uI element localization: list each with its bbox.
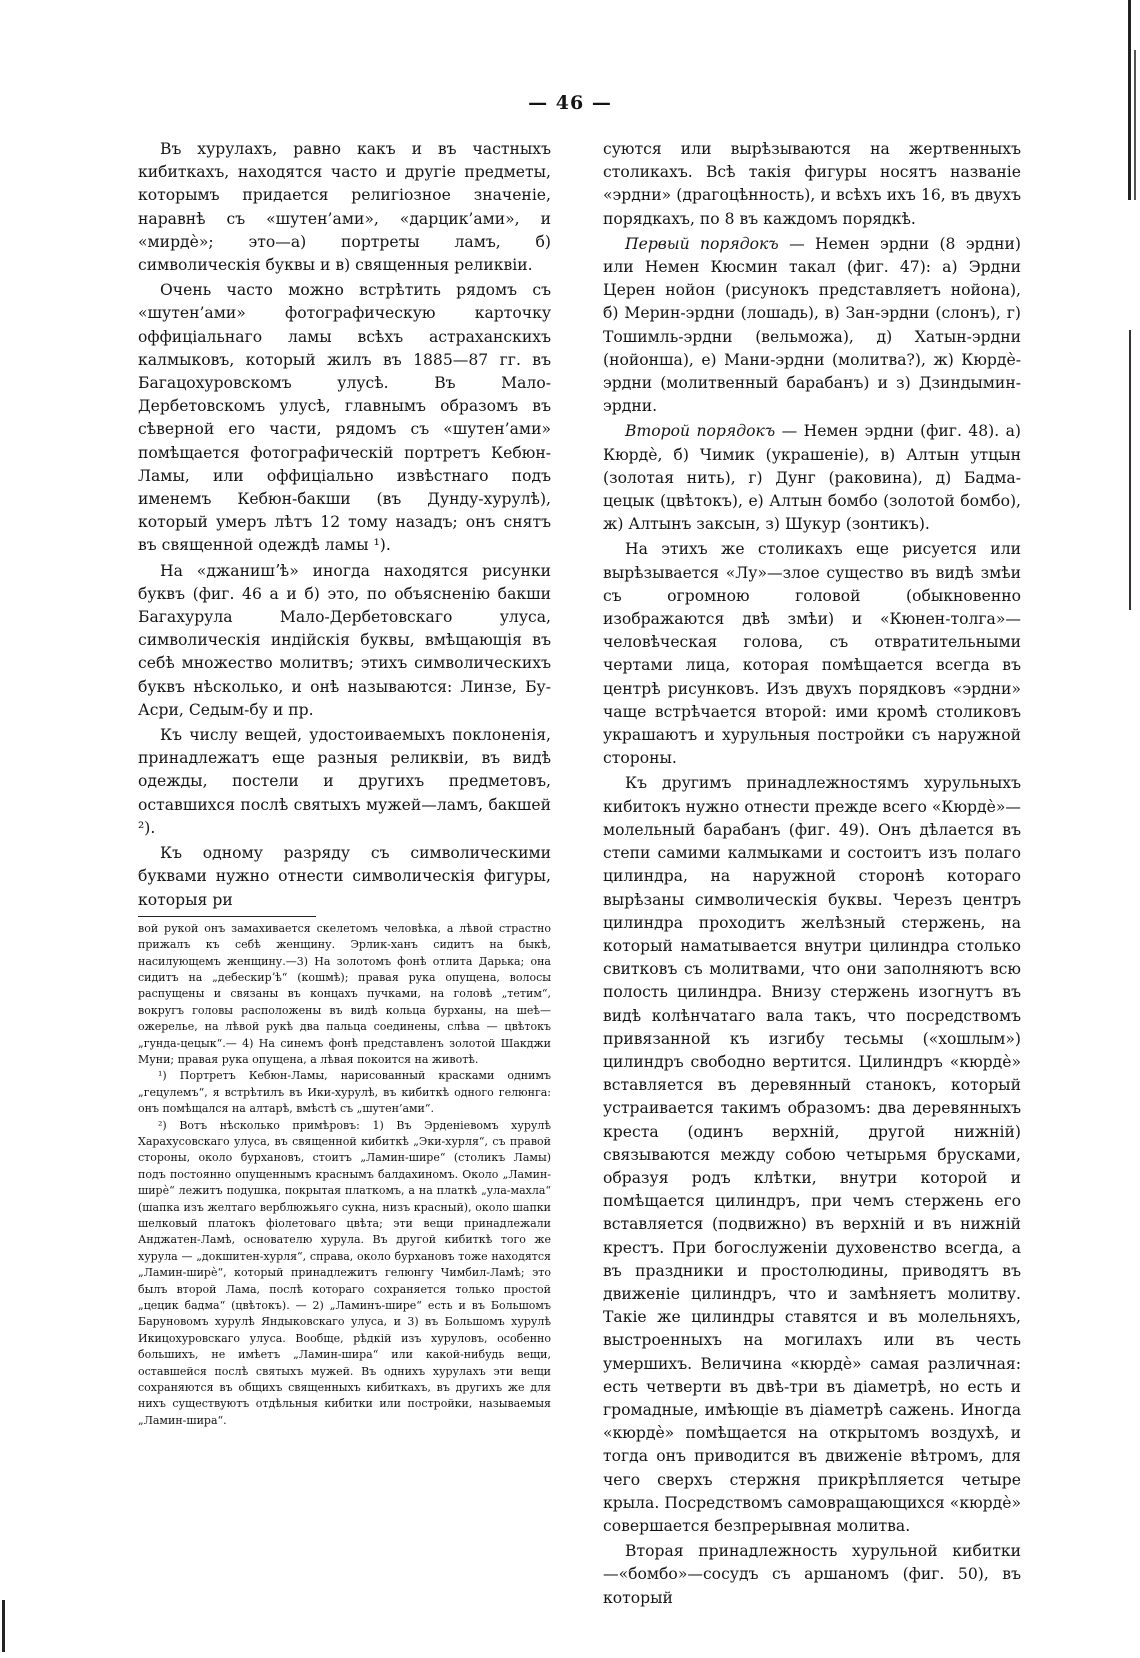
footnote: ²) Вотъ нѣсколько примѣровъ: 1) Въ Эрденіевомъ хурулѣ Харахусовскаго улуса, въ священной кибиткѣ „Эки-хурля“, съ правой стороны, около бурхановъ, стоитъ „Ламин-шире“ (столикъ Ламы) подъ постоянно опущеннымъ краснымъ балдахиномъ. Около „Ламин-ширѐ“ лежитъ подушка, покрытая платкомъ, а на платкѣ „ула-махла“ (шапка изъ желтаго верблюжьяго сукна, низъ красный), около шапки шелковый платокъ фіолетоваго цвѣта; эти вещи принадлежали Анджатен-Ламѣ, основателю хурула. Въ другой кибиткѣ того же хурула — „докшитен-хурля“, справа, около бурхановъ тоже находятся „Ламин-ширѐ“, который принадлежитъ гелюнгу Чимбил-Ламѣ; это былъ второй Лама, послѣ котораго сохраняется только простой „цецик бадма“ (цвѣтокъ). — 2) „Ламинъ-шире“ есть и въ Большомъ Баруновомъ хурулѣ Яндыковскаго улуса, и 3) въ Большомъ хурулѣ Икицохуровскаго улуса. Вообще, рѣдкій изъ хуруловъ, особенно большихъ, не имѣетъ „Ламин-шира“ или какой-нибудь вещи, оставшейся послѣ святыхъ мужей. Въ однихъ хурулахъ эти вещи сохраняются въ общихъ священныхъ кибиткахъ, въ другихъ же для нихъ существуютъ отдѣльныя кибитки или постройки, называемыя „Ламин-шира“.	[138, 1118, 551, 1427]
paragraph: Къ числу вещей, удостоиваемыхъ поклоненія, принадлежатъ еще разныя реликвіи, въ видѣ одежды, постели и другихъ предметовъ, оставшихся послѣ святыхъ мужей—ламъ, бакшей ²).	[138, 726, 551, 837]
paragraph: Къ одному разряду съ символическими буквами нужно отнести символическія фигуры, которыя ри	[138, 844, 551, 909]
scan-edge-mark-inner	[1134, 50, 1136, 200]
footnotes	[138, 921, 551, 1430]
page-number: — 46 —	[528, 92, 612, 114]
paragraph: На «джанишʼѣ» иногда находятся рисунки буквъ (фиг. 46 а и б) это, по объясненію бакши Багахурула Мало-Дербетовскаго улуса, символическія индійскія буквы, вмѣщающія въ себѣ множество молитвъ; этихъ символическихъ буквъ нѣсколько, и онѣ называются: Линзе, Бу-Асри, Седым-бу и пр.	[138, 561, 551, 719]
paragraph: Къ другимъ принадлежностямъ хурульныхъ кибитокъ нужно отнести прежде всего «Кюрдѐ»—молельный барабанъ (фиг. 49). Онъ дѣлается въ степи самими калмыками и состоитъ изъ полаго цилиндра, на наружной сторонѣ котораго вырѣзаны символическія буквы. Черезъ центръ цилиндра проходитъ желѣзный стержень, на который наматывается внутри цилиндра столько свитковъ съ молитвами, что они заполняютъ всю полость цилиндра. Внизу стержень изогнутъ въ видѣ колѣнчатаго вала такъ, что посредствомъ привязанной къ изгибу тесьмы («хошлым») цилиндръ свободно вертится. Цилиндръ «кюрдѐ» вставляется въ деревянный станокъ, который устраивается такимъ образомъ: два деревянныхъ креста (одинъ верхній, другой нижній) связываются между собою четырьмя брусками, образуя родъ клѣтки, внутри которой и помѣщается цилиндръ, при чемъ стержень его вставляется (подвижно) въ верхній и въ нижній крестъ. При богослуженіи духовенство всегда, а въ праздники и простолюдины, приводятъ въ движеніе цилиндръ, что и замѣняетъ молитву. Такіе же цилиндры ставятся и въ молельняхъ, выстроенныхъ на могилахъ или въ честь умершихъ. Величина «кюрдѐ» самая различная: есть четверти въ двѣ-три въ діаметрѣ, но есть и громадные, имѣющіе въ діаметрѣ сажень. Иногда «кюрдѐ» помѣщается на открытомъ воздухѣ, и тогда онъ приводится въ движеніе вѣтромъ, для чего сверхъ стержня прикрѣпляется четыре крыла. Посредствомъ самовращающихся «кюрдѐ» совершается безпрерывная молитва.	[603, 774, 1021, 1535]
paragraph: На этихъ же столикахъ еще рисуется или вырѣзывается «Лу»—злое существо въ видѣ змѣи съ огромною головой (обыкновенно изображаются двѣ змѣи) и «Кюнен-толга»—человѣческая голова, съ отвратительными чертами лица, которая помѣщается всегда въ центрѣ рисунковъ. Изъ двухъ порядковъ «эрдни» чаще встрѣчается второй: ими кромѣ столиковъ украшаютъ и хурульныя постройки съ наружной стороны.	[603, 540, 1021, 768]
paragraph-text: — Немен эрдни (фиг. 48). а) Кюрдѐ, б) Чимик (украшеніе), в) Алтын утцын (золотая нить), г) Дунг (раковина), д) Бадма-цецык (цвѣтокъ), е) Алтын бомбо (золотой бомбо), ж) Алтынъ заксын, з) Шукур (зонтикъ).	[603, 422, 1021, 534]
scan-edge-mark-left	[2, 1600, 5, 1652]
paragraph	[603, 420, 1021, 536]
paragraph: Очень часто можно встрѣтить рядомъ съ «шутен’ами» фотографическую карточку оффиціальнаго ламы всѣхъ астраханскихъ калмыковъ, который жилъ въ 1885—87 гг. въ Багацохуровскомъ улусѣ. Въ Мало-Дербетовскомъ улусѣ, главнымъ образомъ въ сѣверной его части, рядомъ съ «шутен’ами» помѣщается фотографическій портретъ Кебюн-Ламы, или оффиціально извѣстнаго подъ именемъ Кебюн-бакши (въ Дунду-хурулѣ), который умеръ лѣтъ 12 тому назадъ; онъ снятъ въ священной одеждѣ ламы ¹).	[138, 281, 551, 555]
footnote-divider	[138, 916, 316, 917]
paragraph: Въ хурулахъ, равно какъ и въ частныхъ кибиткахъ, находятся часто и другіе предметы, которымъ придается религіозное значеніе, наравнѣ съ «шутен’ами», «дарцик’ами», и «мирдѐ»; это—а) портреты ламъ, б) символическія буквы и в) священныя реликвіи.	[138, 140, 551, 275]
order-label: Второй порядокъ	[625, 422, 776, 441]
paragraph: Вторая принадлежность хурульной кибитки—«бомбо»—сосудъ съ аршаномъ (фиг. 50), въ который	[603, 1542, 1021, 1607]
right-column	[603, 138, 1021, 1612]
footnote: ¹) Портретъ Кебюн-Ламы, нарисованный красками однимъ „гецулемъ“, я встрѣтилъ въ Ики-хурулѣ, въ кибиткѣ одного гелюнга: онъ помѣщался на алтарѣ, вмѣстѣ съ „шутен’ами“.	[138, 1069, 551, 1116]
paragraph: суются или вырѣзываются на жертвенныхъ столикахъ. Всѣ такія фигуры носятъ названіе «эрдни» (драгоцѣнность), и всѣхъ ихъ 16, въ двухъ порядкахъ, по 8 въ каждомъ порядкѣ.	[603, 140, 1021, 228]
paragraph	[603, 233, 1021, 419]
footnote: вой рукой онъ замахивается скелетомъ человѣка, а лѣвой страстно прижалъ къ себѣ женщину. Эрлик-ханъ сидитъ на быкѣ, насилующемъ женщину.—3) На золотомъ фонѣ отлита Дарька; она сидитъ на „дебескирʼѣ“ (кошмѣ); правая рука опущена, волосы распущены и связаны въ концахъ пучками, на головѣ „тетим“, вокругъ головы расположены въ видѣ кольца бурханы, на шеѣ—ожерелье, на лѣвой рукѣ два пальца соединены, слѣва — цвѣтокъ „гунда-цецык“.— 4) На синемъ фонѣ представленъ золотой Шакджи Муни; правая рука опущена, а лѣвая покоится на животѣ.	[138, 921, 551, 1066]
left-column	[138, 138, 551, 1429]
scan-edge-mark-lower	[1129, 330, 1131, 610]
order-label: Первый порядокъ	[625, 234, 779, 253]
paragraph-text: — Немен эрдни (8 эрдни) или Немен Кюсмин такал (фиг. 47): а) Эрдни Церен нойон (рисунокъ представляетъ нойона), б) Мерин-эрдни (лошадь), в) Зан-эрдни (слонъ), г) Тошимль-эрдни (вельможа), д) Хатын-эрдни (нойонша), е) Мани-эрдни (молитва?), ж) Кюрдѐ-эрдни (молитвенный барабанъ) и з) Дзиндымин-эрдни.	[603, 234, 1022, 416]
